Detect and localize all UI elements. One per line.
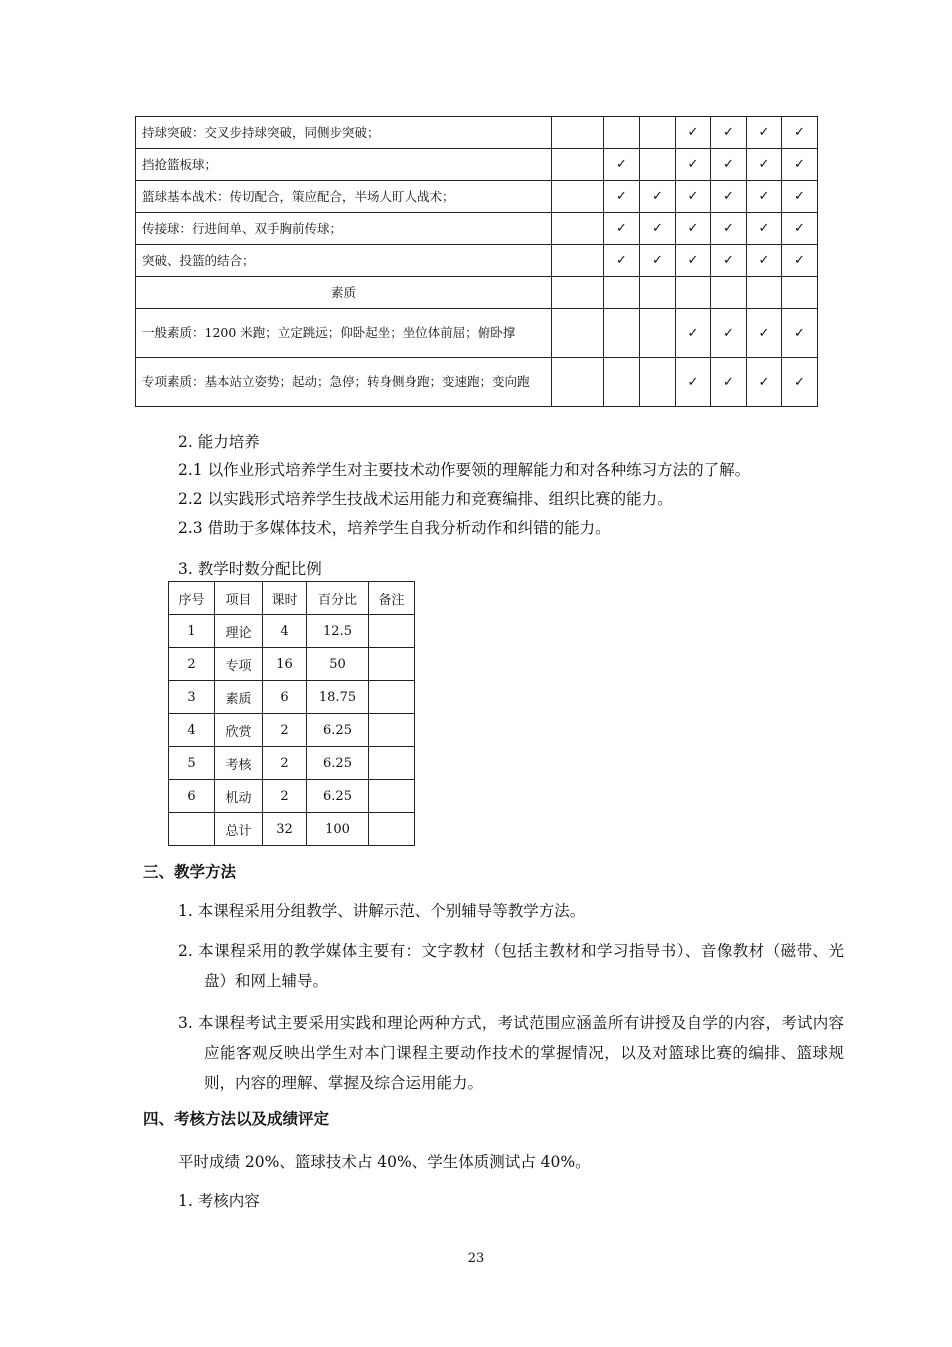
table-cell: 总计: [215, 813, 263, 846]
check-mark: ✓: [747, 358, 782, 407]
empty-cell: [552, 149, 604, 181]
empty-cell: [552, 245, 604, 277]
empty-cell: [552, 117, 604, 149]
method-item: 3. 本课程考试主要采用实践和理论两种方式，考试范围应涵盖所有讲授及自学的内容，考试内容应能客观反映出学生对本门课程主要动作技术的掌握情况，以及对篮球比赛的编排、篮球规则，内容的理解、掌握及综合运用能力。: [178, 1014, 844, 1092]
assessment-item: 1. 考核内容: [178, 1192, 260, 1210]
column-header: 百分比: [307, 582, 369, 615]
table-row: [169, 714, 415, 747]
row-label: 持球突破：交叉步持球突破，同侧步突破；: [136, 117, 552, 149]
table-cell: 素质: [215, 681, 263, 714]
table-cell: [369, 780, 415, 813]
empty-cell: [604, 277, 640, 309]
table-cell: 32: [263, 813, 307, 846]
table-row: [136, 213, 818, 245]
empty-cell: [676, 277, 711, 309]
table-row: [136, 309, 818, 358]
table-row: [136, 358, 818, 407]
empty-cell: [552, 213, 604, 245]
page-number: 23: [467, 1251, 485, 1266]
content-table: [135, 116, 818, 407]
table-cell: [369, 681, 415, 714]
method-item: 2. 本课程采用的教学媒体主要有：文字教材（包括主教材和学习指导书）、音像教材（磁带、光盘）和网上辅导。: [178, 942, 844, 990]
table-cell: 专项: [215, 648, 263, 681]
check-mark: ✓: [711, 117, 747, 149]
empty-cell: [604, 117, 640, 149]
check-mark: ✓: [782, 358, 818, 407]
check-mark: ✓: [711, 181, 747, 213]
column-header: 项目: [215, 582, 263, 615]
check-mark: ✓: [711, 213, 747, 245]
empty-cell: [552, 277, 604, 309]
empty-cell: [640, 149, 676, 181]
check-mark: ✓: [676, 117, 711, 149]
table-cell: 3: [169, 681, 215, 714]
row-label: 专项素质：基本站立姿势；起动；急停；转身侧身跑；变速跑；变向跑: [136, 358, 552, 407]
row-label: 突破、投篮的结合；: [136, 245, 552, 277]
method-item: 1. 本课程采用分组教学、讲解示范、个别辅导等教学方法。: [178, 902, 586, 920]
assessment-heading: 四、考核方法以及成绩评定: [143, 1109, 330, 1128]
empty-cell: [604, 358, 640, 407]
empty-cell: [640, 309, 676, 358]
check-mark: ✓: [604, 149, 640, 181]
empty-cell: [552, 358, 604, 407]
ability-item: 2.1 以作业形式培养学生对主要技术动作要领的理解能力和对各种练习方法的了解。: [178, 461, 751, 479]
table-cell: 6.25: [307, 747, 369, 780]
check-mark: ✓: [676, 309, 711, 358]
check-mark: ✓: [676, 213, 711, 245]
table-row: [136, 149, 818, 181]
check-mark: ✓: [747, 149, 782, 181]
table-row: [169, 681, 415, 714]
empty-cell: [711, 277, 747, 309]
table-cell: 2: [169, 648, 215, 681]
check-mark: ✓: [747, 117, 782, 149]
table-row: [136, 181, 818, 213]
empty-cell: [747, 277, 782, 309]
check-mark: ✓: [782, 117, 818, 149]
check-mark: ✓: [782, 309, 818, 358]
table-cell: [369, 648, 415, 681]
table-cell: [369, 747, 415, 780]
table-cell: 6: [263, 681, 307, 714]
hours-heading: 3. 教学时数分配比例: [178, 560, 322, 578]
table-cell: [369, 714, 415, 747]
check-mark: ✓: [782, 213, 818, 245]
empty-cell: [604, 309, 640, 358]
check-mark: ✓: [747, 309, 782, 358]
table-cell: 理论: [215, 615, 263, 648]
row-label: 挡抢篮板球；: [136, 149, 552, 181]
empty-cell: [640, 277, 676, 309]
ability-heading: 2. 能力培养: [178, 433, 260, 451]
table-cell: [369, 615, 415, 648]
empty-cell: [552, 309, 604, 358]
table-cell: [169, 813, 215, 846]
table-cell: 2: [263, 780, 307, 813]
check-mark: ✓: [711, 245, 747, 277]
row-label: 一般素质：1200 米跑；立定跳远；仰卧起坐；坐位体前屈；俯卧撑: [136, 309, 552, 358]
column-header: 课时: [263, 582, 307, 615]
check-mark: ✓: [676, 358, 711, 407]
assessment-summary: 平时成绩 20%、篮球技术占 40%、学生体质测试占 40%。: [178, 1153, 591, 1171]
table-row: [136, 117, 818, 149]
check-mark: ✓: [604, 245, 640, 277]
check-mark: ✓: [747, 213, 782, 245]
table-cell: 1: [169, 615, 215, 648]
check-mark: ✓: [640, 181, 676, 213]
table-cell: 机动: [215, 780, 263, 813]
table-cell: 12.5: [307, 615, 369, 648]
table-cell: 考核: [215, 747, 263, 780]
check-mark: ✓: [676, 181, 711, 213]
check-mark: ✓: [711, 149, 747, 181]
table-row: [136, 277, 818, 309]
header-row: [169, 582, 415, 615]
check-mark: ✓: [676, 245, 711, 277]
check-mark: ✓: [711, 358, 747, 407]
table-cell: 5: [169, 747, 215, 780]
table-cell: 16: [263, 648, 307, 681]
empty-cell: [552, 181, 604, 213]
table-cell: 4: [263, 615, 307, 648]
check-mark: ✓: [676, 149, 711, 181]
methods-heading: 三、教学方法: [143, 862, 237, 881]
check-mark: ✓: [782, 149, 818, 181]
table-cell: 100: [307, 813, 369, 846]
empty-cell: [782, 277, 818, 309]
check-mark: ✓: [640, 213, 676, 245]
table-cell: [369, 813, 415, 846]
table-cell: 2: [263, 747, 307, 780]
table-cell: 6.25: [307, 714, 369, 747]
table-cell: 欣赏: [215, 714, 263, 747]
hours-table: [168, 581, 415, 846]
table-row: [169, 813, 415, 846]
table-cell: 4: [169, 714, 215, 747]
row-label: 篮球基本战术：传切配合，策应配合，半场人盯人战术；: [136, 181, 552, 213]
ability-item: 2.2 以实践形式培养学生技战术运用能力和竞赛编排、组织比赛的能力。: [178, 490, 673, 508]
check-mark: ✓: [604, 181, 640, 213]
table-row: [136, 245, 818, 277]
table-cell: 6.25: [307, 780, 369, 813]
table-cell: 2: [263, 714, 307, 747]
check-mark: ✓: [747, 181, 782, 213]
empty-cell: [640, 358, 676, 407]
column-header: 序号: [169, 582, 215, 615]
table-cell: 18.75: [307, 681, 369, 714]
table-cell: 50: [307, 648, 369, 681]
check-mark: ✓: [747, 245, 782, 277]
empty-cell: [640, 117, 676, 149]
row-label: 素质: [136, 277, 552, 309]
check-mark: ✓: [604, 213, 640, 245]
table-row: [169, 747, 415, 780]
column-header: 备注: [369, 582, 415, 615]
table-cell: 6: [169, 780, 215, 813]
table-row: [169, 648, 415, 681]
check-mark: ✓: [782, 245, 818, 277]
row-label: 传接球：行进间单、双手胸前传球；: [136, 213, 552, 245]
check-mark: ✓: [782, 181, 818, 213]
table-row: [169, 780, 415, 813]
table-row: [169, 615, 415, 648]
ability-item: 2.3 借助于多媒体技术，培养学生自我分析动作和纠错的能力。: [178, 519, 611, 537]
check-mark: ✓: [711, 309, 747, 358]
check-mark: ✓: [640, 245, 676, 277]
